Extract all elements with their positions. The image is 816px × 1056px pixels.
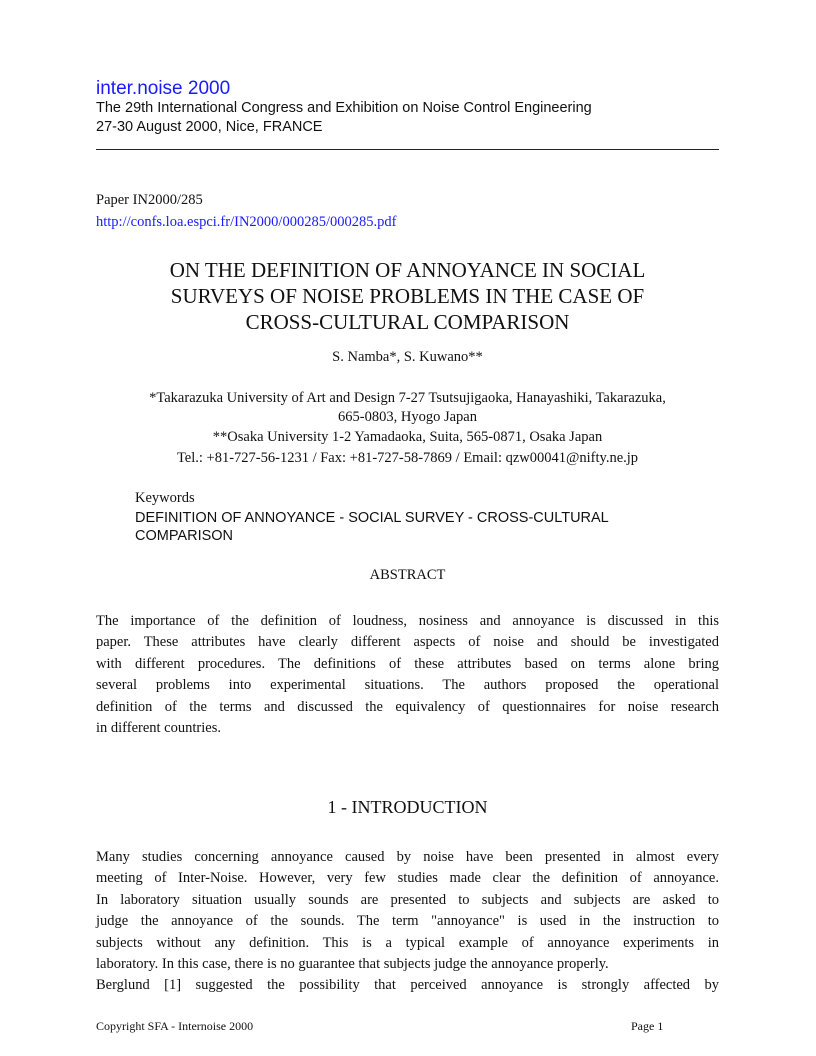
- footer-copyright: Copyright SFA - Internoise 2000: [96, 1019, 254, 1033]
- abstract-line: several problems into experimental situations. The authors proposed the operational: [96, 677, 719, 694]
- conference-name: inter.noise 2000: [96, 78, 231, 99]
- congress-name: The 29th International Congress and Exhibition on Noise Control Engineering: [96, 100, 592, 116]
- abstract-line: definition of the terms and discussed the equivalency of questionnaires for noise research: [96, 698, 719, 715]
- introduction-body: [96, 847, 719, 997]
- introduction-line: subjects without any definition. This is a typical example of annoyance experiments in: [96, 934, 719, 951]
- affiliation-line: 665-0803, Hyogo Japan: [338, 409, 477, 425]
- abstract-line: with different procedures. The definitions of these attributes based on terms alone bring: [96, 655, 719, 672]
- abstract-body: [96, 611, 719, 739]
- affiliation-line: *Takarazuka University of Art and Design 7-27 Tsutsujigaoka, Hanayashiki, Takarazuka,: [149, 390, 666, 406]
- keywords-label: Keywords: [135, 490, 195, 506]
- keywords-line: COMPARISON: [135, 528, 234, 544]
- keywords-line: DEFINITION OF ANNOYANCE - SOCIAL SURVEY - CROSS-CULTURAL: [135, 510, 609, 526]
- introduction-line: laboratory. In this case, there is no guarantee that subjects judge the annoyance properly.: [96, 955, 609, 972]
- conference-dates-location: 27-30 August 2000, Nice, FRANCE: [96, 119, 323, 135]
- abstract-line: paper. These attributes have clearly different aspects of noise and should be investigated: [96, 634, 719, 651]
- introduction-line: meeting of Inter-Noise. However, very few studies made clear the definition of annoyance.: [96, 870, 719, 887]
- introduction-line: judge the annoyance of the sounds. The term "annoyance" is used in the instruction to: [96, 913, 719, 930]
- abstract-heading: ABSTRACT: [369, 567, 446, 583]
- introduction-line: Berglund [1] suggested the possibility that perceived annoyance is strongly affected by: [96, 977, 719, 994]
- header-divider: [96, 149, 719, 150]
- paper-title-line: SURVEYS OF NOISE PROBLEMS IN THE CASE OF: [170, 284, 645, 308]
- authors: S. Namba*, S. Kuwano**: [332, 349, 483, 365]
- paper-title-line: CROSS-CULTURAL COMPARISON: [245, 310, 570, 334]
- paper-title-line: ON THE DEFINITION OF ANNOYANCE IN SOCIAL: [169, 258, 646, 282]
- affiliation-line: **Osaka University 1-2 Yamadaoka, Suita, 565-0871, Osaka Japan: [212, 429, 603, 445]
- paper-url-link[interactable]: http://confs.loa.espci.fr/IN2000/000285/000285.pdf: [96, 214, 397, 230]
- abstract-line: The importance of the definition of loudness, nosiness and annoyance is discussed in this: [96, 613, 719, 629]
- paper-id: Paper IN2000/285: [96, 192, 203, 208]
- paper-title: [96, 257, 719, 335]
- contact-info: Tel.: +81-727-56-1231 / Fax: +81-727-58-7869 / Email: qzw00041@nifty.ne.jp: [176, 450, 639, 466]
- footer-page-number: Page 1: [631, 1019, 664, 1033]
- introduction-line: In laboratory situation usually sounds are presented to subjects and subjects are asked to: [96, 891, 719, 908]
- introduction-line: Many studies concerning annoyance caused by noise have been presented in almost every: [96, 849, 719, 865]
- introduction-heading: 1 - INTRODUCTION: [327, 797, 488, 817]
- abstract-line: in different countries.: [96, 719, 221, 736]
